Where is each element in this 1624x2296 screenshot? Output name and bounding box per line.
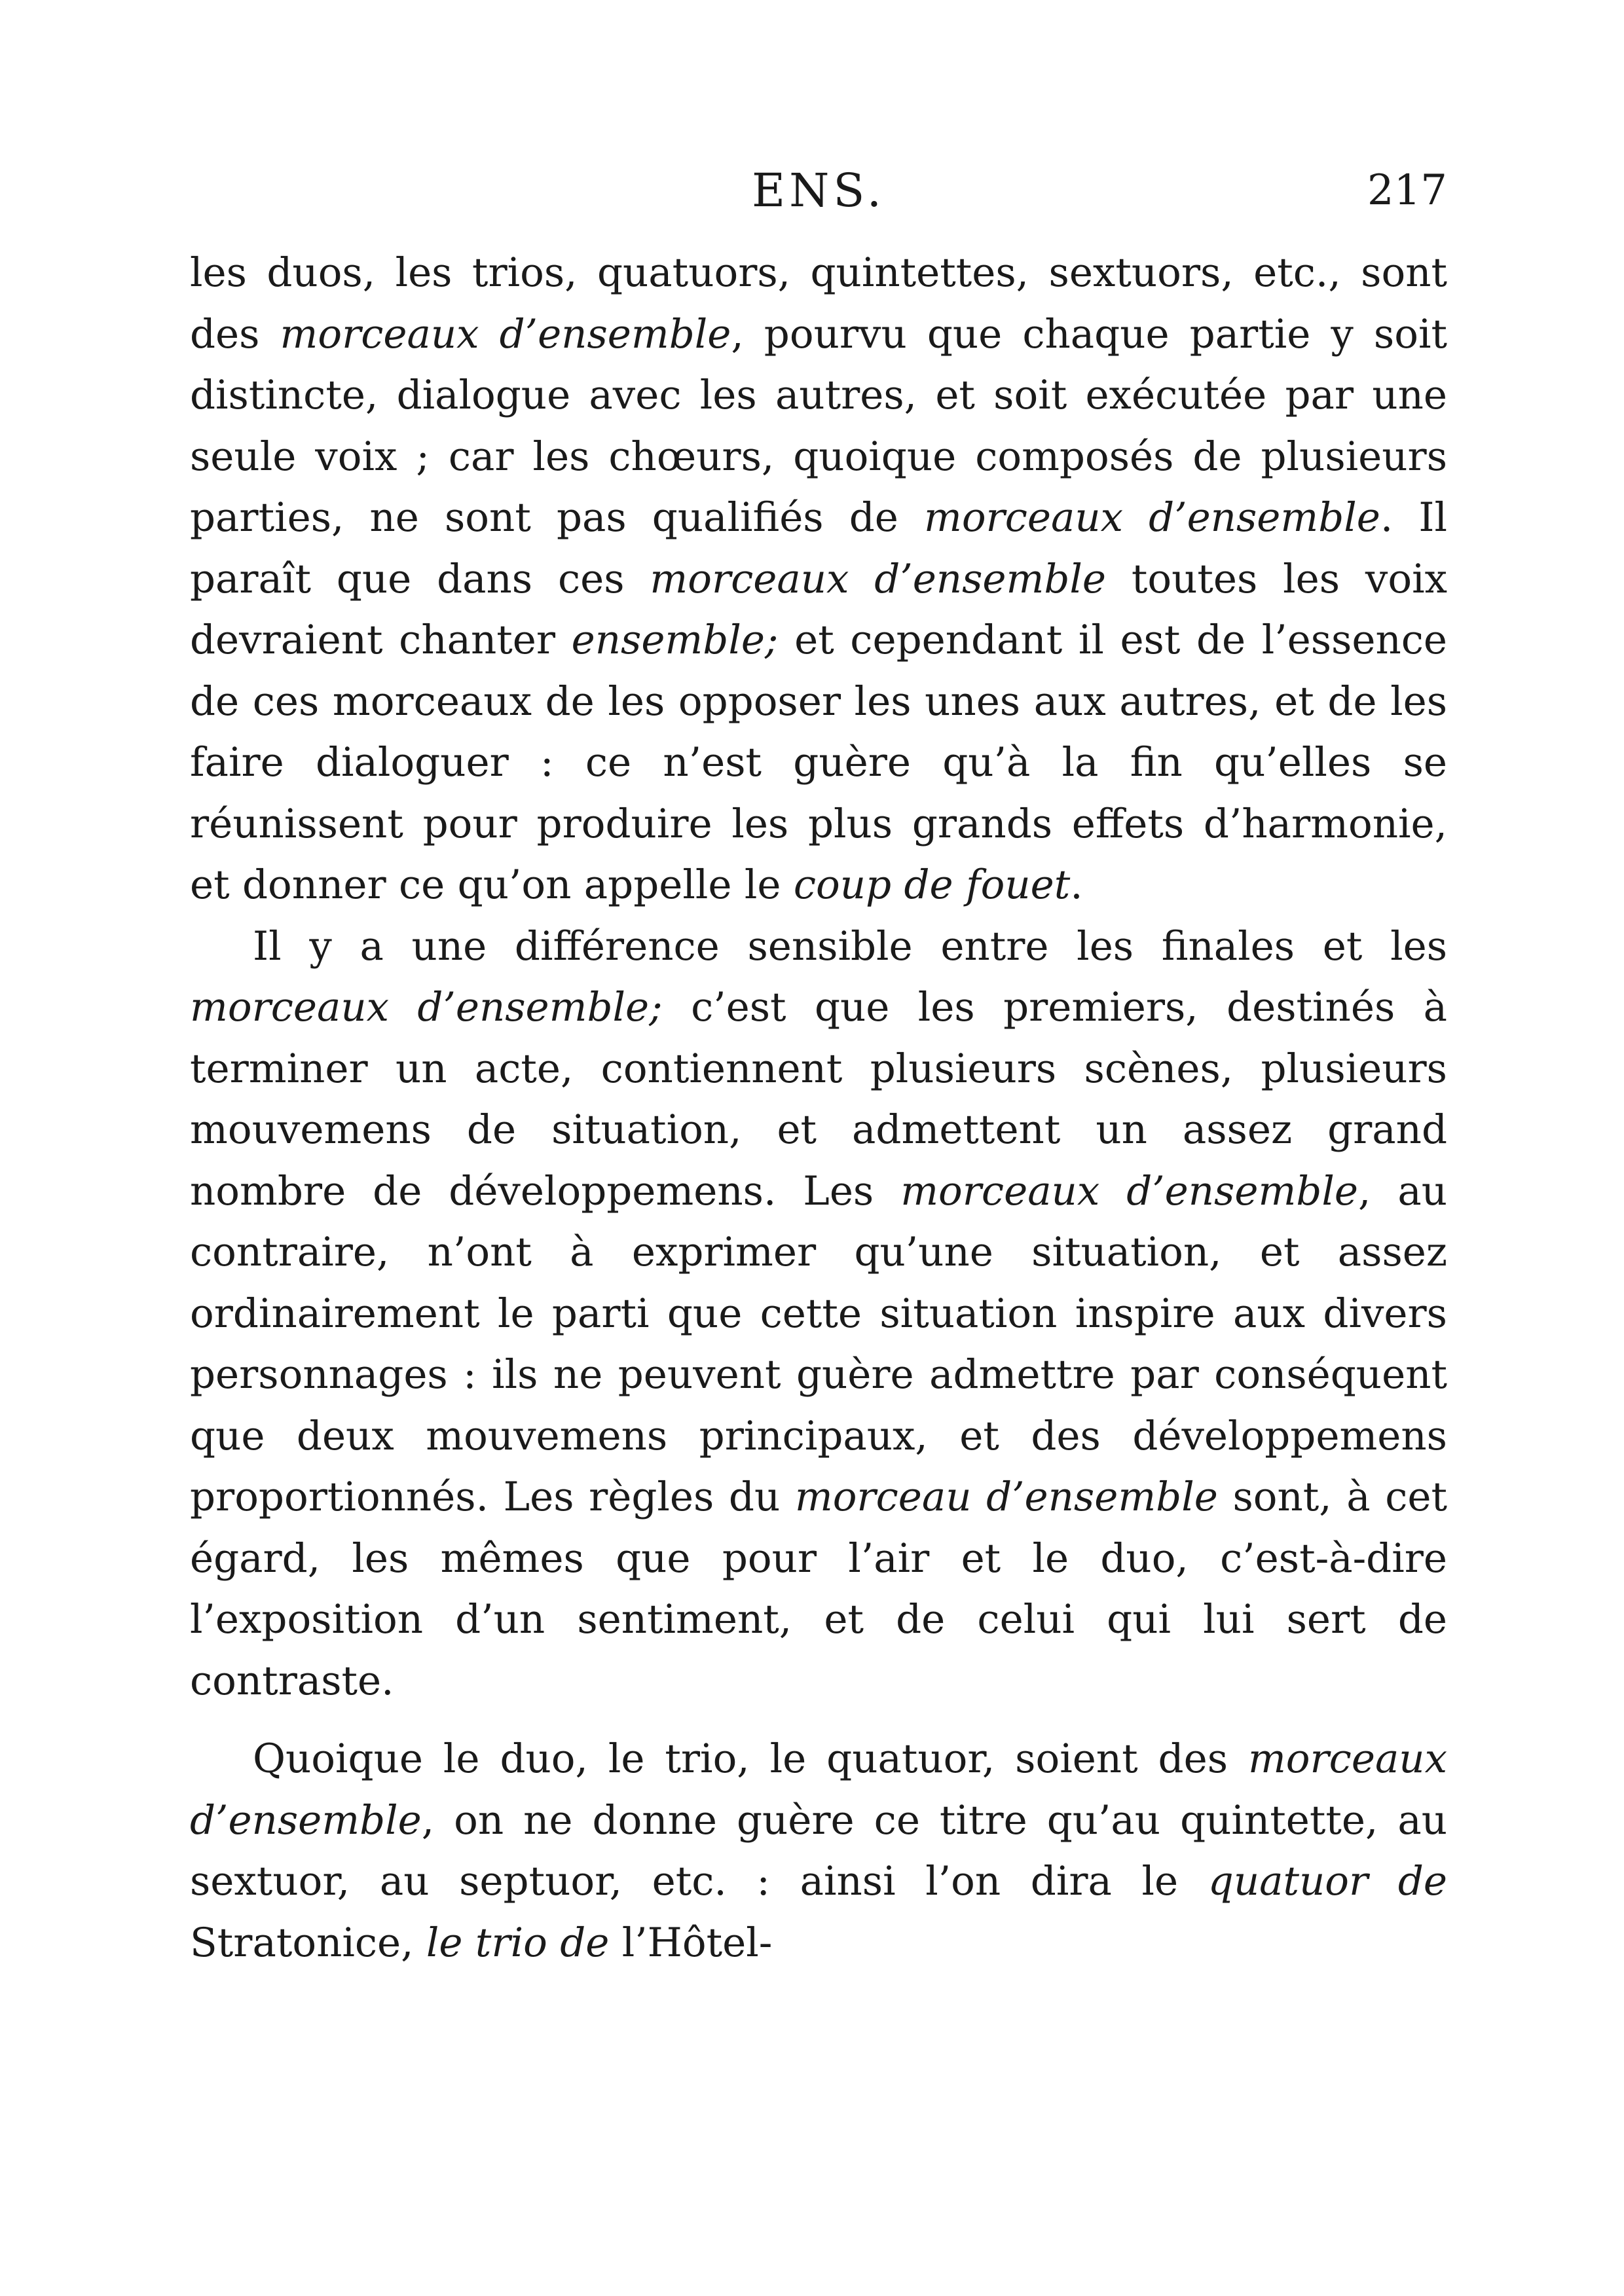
text-run: sont, à cet égard, les mêmes que pour l’air et le duo, c’est-à-dire l’exposition d’un sentiment, et de celui qui lui sert de contraste. (190, 1474, 1448, 1704)
text-run: . Il paraît que dans ces (190, 494, 1447, 602)
italic-phrase: morceaux d’ensemble (923, 494, 1380, 541)
italic-phrase: ensemble; (571, 617, 779, 663)
italic-phrase: morceaux d’ensemble (280, 310, 731, 357)
italic-phrase: morceaux d’ensemble; (190, 984, 663, 1030)
italic-phrase: le trio de (426, 1919, 610, 1966)
text-run: et cependant il est de l’essence de ces morceaux de les opposer les unes aux autres, et de les faire dialoguer : ce n’est guère qu’à la fin qu’elles se réunissent pour produire les plus grands effets d’harmonie, et donner ce qu’on appelle le (190, 617, 1447, 908)
text-run: Stratonice, (190, 1919, 426, 1966)
italic-phrase: quatuor de (1208, 1858, 1447, 1904)
italic-phrase: morceaux d’ensemble (190, 1736, 1447, 1844)
text-run: c’est que les premiers, destinés à terminer un acte, contiennent plusieurs scènes, plusieurs mouvemens de situation, et admettent un assez grand nombre de développemens. Les (190, 984, 1447, 1214)
body-text (190, 242, 1447, 1973)
text-run: l’Hôtel- (609, 1919, 773, 1966)
text-run: , on ne donne guère ce titre qu’au quintette, au sextuor, au septuor, etc. : ainsi l’on dira le (190, 1796, 1447, 1904)
paragraph-3 (190, 1728, 1447, 1973)
paragraph-1 (190, 242, 1447, 916)
italic-phrase: coup de fouet (793, 862, 1071, 908)
text-run: Quoique le duo, le trio, le quatuor, soient des (253, 1736, 1248, 1782)
paragraph-2 (190, 916, 1447, 1712)
text-run: les duos, les trios, quatuors, quintettes, sextuors, etc., sont des (190, 249, 1447, 357)
text-run: , pourvu que chaque partie y soit distincte, dialogue avec les autres, et soit exécutée par une seule voix ; car les chœurs, quoique composés de plusieurs parties, ne sont pas qualifiés de (190, 310, 1447, 541)
text-run: , au contraire, n’ont à exprimer qu’une situation, et assez ordinairement le parti que cette situation inspire aux divers personnages : ils ne peuvent guère admettre par conséquent que deux mouvemens principaux, et des développemens proportionnés. Les règles du (190, 1167, 1447, 1520)
text-run: Il y a une différence sensible entre les finales et les (253, 922, 1447, 970)
page-header (190, 155, 1447, 227)
running-head: ENS. (751, 164, 886, 217)
text-run: toutes les voix devraient chanter (190, 555, 1447, 663)
italic-phrase: morceaux d’ensemble (900, 1167, 1358, 1214)
text-run: . (1070, 862, 1083, 908)
italic-phrase: morceau d’ensemble (794, 1474, 1218, 1520)
page-number: 217 (1367, 166, 1447, 215)
italic-phrase: morceaux d’ensemble (650, 555, 1106, 602)
